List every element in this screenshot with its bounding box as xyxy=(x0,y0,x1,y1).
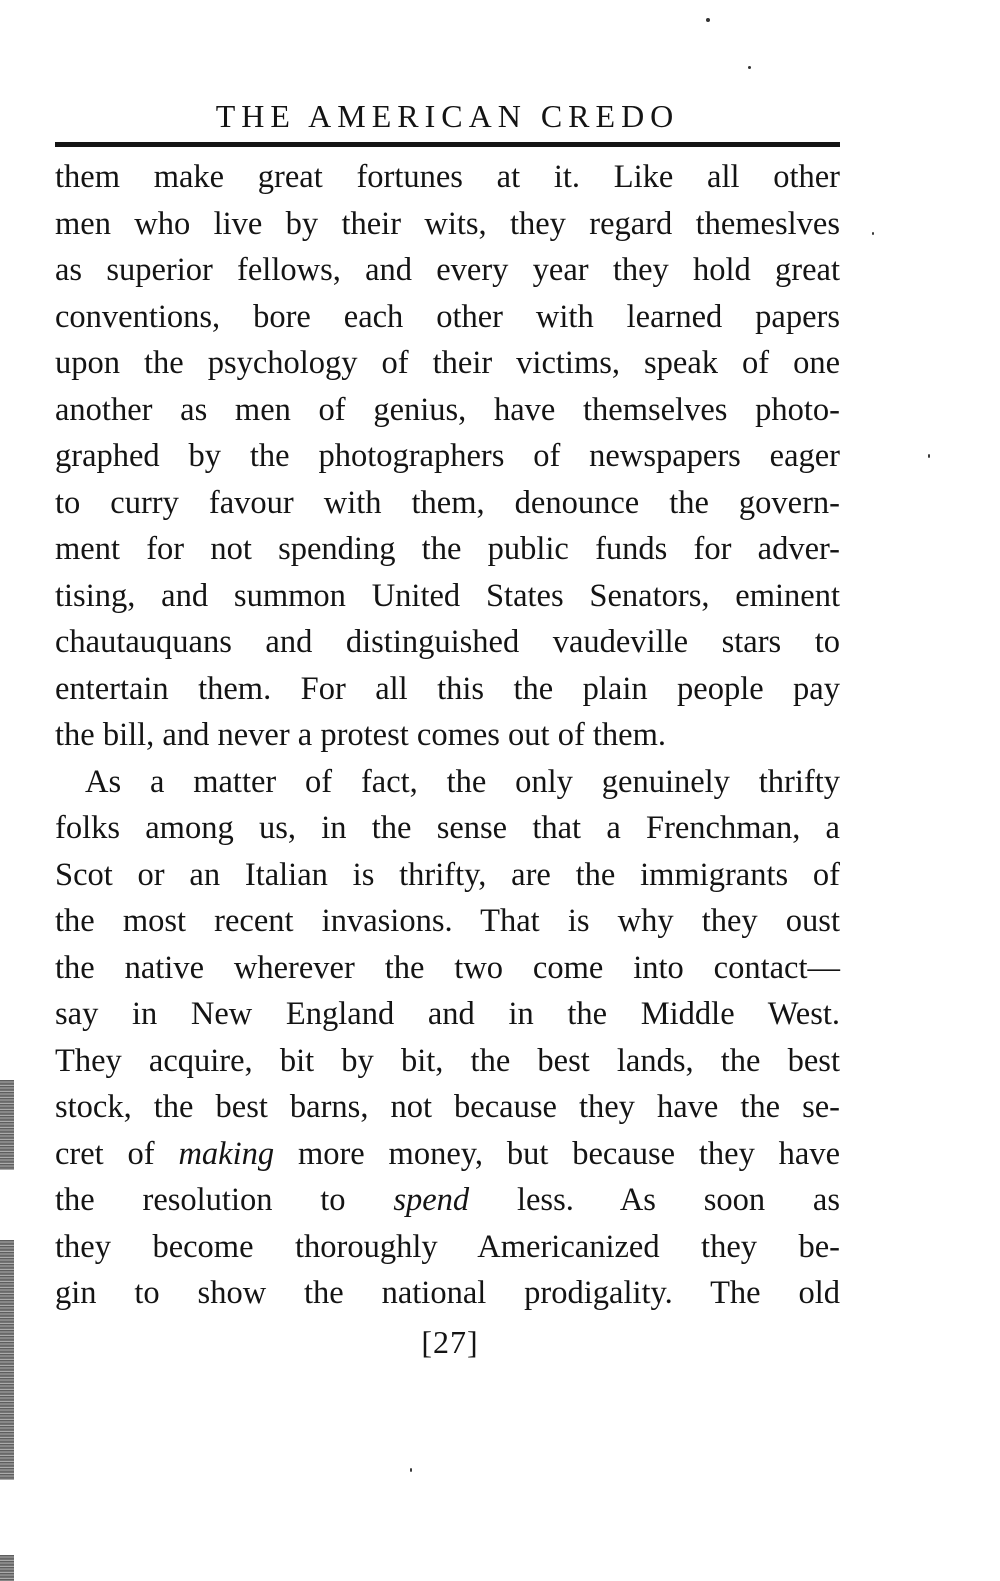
text-line: conventions, bore each other with learned papers xyxy=(55,298,840,335)
scan-speck xyxy=(928,454,930,458)
scan-speck xyxy=(748,66,751,69)
text-line: they become thoroughly Americanized they be- xyxy=(55,1228,840,1265)
text-line xyxy=(55,1131,840,1178)
text-line: folks among us, in the sense that a Frenchman, a xyxy=(55,810,840,846)
scan-speck xyxy=(410,1468,412,1472)
text-line: say in New England and in the Middle West. xyxy=(55,996,840,1032)
text-line: tising, and summon United States Senators, eminent xyxy=(55,577,840,614)
paragraph-2 xyxy=(55,759,840,1317)
text-run: less. As soon as xyxy=(469,1182,841,1218)
text-line: As a matter of fact, the only genuinely thrifty xyxy=(85,763,840,800)
paragraph-1 xyxy=(55,154,840,759)
text-line: the most recent invasions. That is why they oust xyxy=(55,903,840,939)
text-line: entertain them. For all this the plain people pay xyxy=(55,670,840,707)
italic-emphasis: spend xyxy=(393,1182,470,1218)
text-line: men who live by their wits, they regard themeslves xyxy=(55,205,840,242)
text-line: Scot or an Italian is thrifty, are the immigrants of xyxy=(55,856,840,893)
text-line: as superior fellows, and every year they hold great xyxy=(55,252,840,288)
italic-emphasis: making xyxy=(178,1135,275,1172)
page-number: [27] xyxy=(421,1324,479,1360)
scan-edge-shadow xyxy=(0,1080,14,1170)
text-line: another as men of genius, have themselves photo- xyxy=(55,391,840,428)
text-run: the resolution to xyxy=(55,1182,394,1218)
text-line: gin to show the national prodigality. The old xyxy=(55,1275,840,1311)
running-title: THE AMERICAN CREDO xyxy=(215,98,680,134)
text-line: graphed by the photographers of newspapers eager xyxy=(55,438,840,474)
text-line: upon the psychology of their victims, speak of one xyxy=(55,345,840,381)
scan-speck xyxy=(706,18,710,22)
text-line: ment for not spending the public funds for adver- xyxy=(55,531,840,567)
scan-speck xyxy=(872,232,874,235)
text-line: to curry favour with them, denounce the govern- xyxy=(55,484,840,521)
text-line: them make great fortunes at it. Like all other xyxy=(55,159,840,195)
page-body xyxy=(55,154,840,1317)
text-line: chautauquans and distinguished vaudeville stars to xyxy=(55,624,840,660)
text-line xyxy=(55,1177,840,1224)
text-line: the bill, and never a protest comes out of them. xyxy=(55,717,667,753)
text-line: the native wherever the two come into contact— xyxy=(55,949,840,986)
text-run: cret of xyxy=(55,1135,179,1172)
scan-edge-shadow xyxy=(0,1555,14,1581)
text-line: They acquire, bit by bit, the best lands, the best xyxy=(55,1042,840,1079)
scan-edge-shadow xyxy=(0,1240,14,1480)
text-line: stock, the best barns, not because they have the se- xyxy=(55,1089,840,1125)
header-rule xyxy=(55,142,840,147)
text-run: more money, but because they have xyxy=(274,1135,840,1172)
